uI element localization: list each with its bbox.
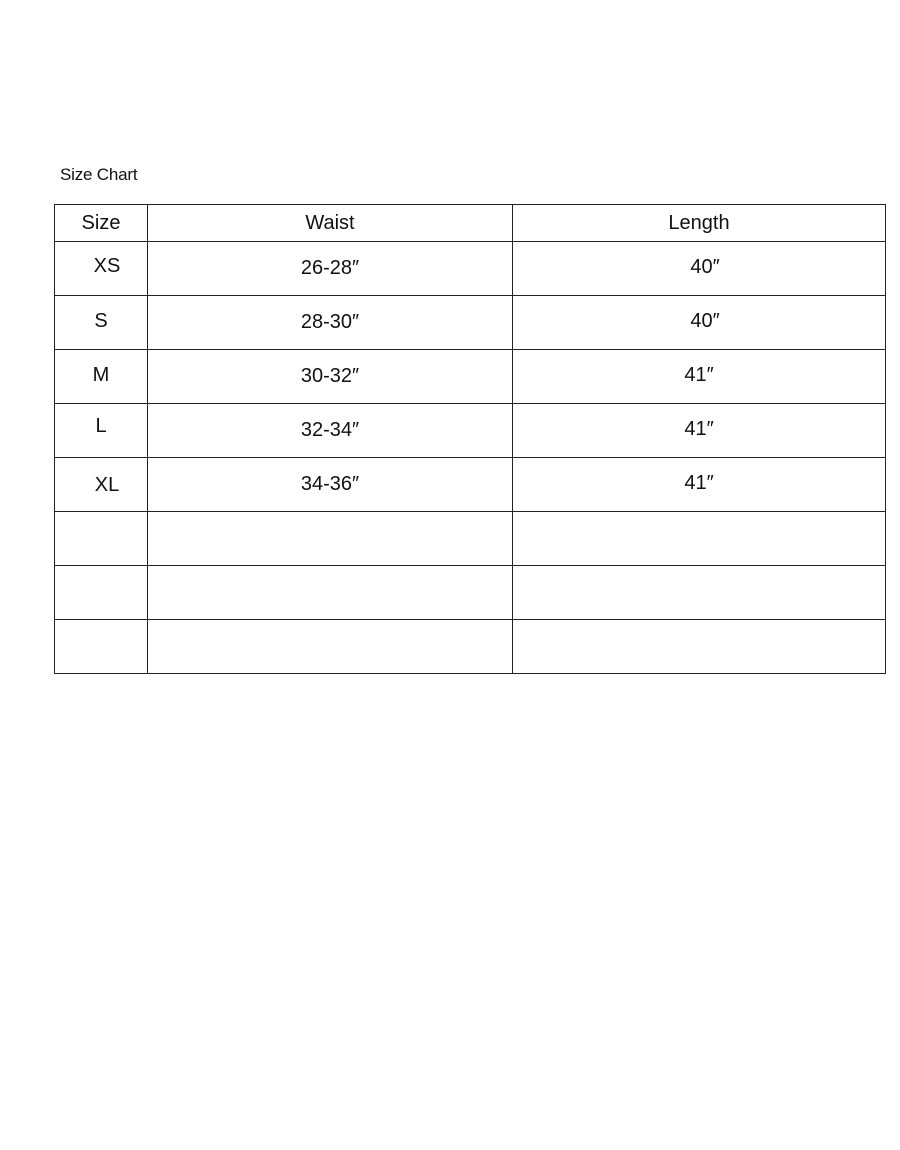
table-row — [55, 296, 886, 350]
size-cell — [55, 404, 148, 458]
size-value: S — [94, 310, 108, 332]
waist-cell: 30-32″ — [148, 350, 513, 404]
size-cell — [55, 350, 148, 404]
size-value: XS — [93, 255, 121, 277]
size-cell — [55, 296, 148, 350]
waist-cell — [148, 620, 513, 674]
length-cell — [513, 458, 886, 512]
size-value: L — [95, 415, 107, 437]
size-cell — [55, 566, 148, 620]
waist-cell — [148, 566, 513, 620]
length-cell — [513, 566, 886, 620]
header-length: Length — [513, 205, 886, 242]
waist-cell: 32-34″ — [148, 404, 513, 458]
table-row-empty — [55, 512, 886, 566]
length-cell — [513, 404, 886, 458]
size-chart-table — [54, 204, 886, 674]
page-title: Size Chart — [60, 165, 138, 184]
length-cell — [513, 350, 886, 404]
table-row-empty — [55, 620, 886, 674]
table-row — [55, 404, 886, 458]
length-value: 41″ — [684, 364, 714, 386]
size-cell — [55, 458, 148, 512]
size-value: XL — [94, 474, 120, 496]
length-value: 41″ — [684, 418, 714, 440]
table-row-empty — [55, 566, 886, 620]
length-value: 40″ — [690, 310, 720, 332]
table-body — [55, 242, 886, 674]
length-value: 40″ — [690, 256, 720, 278]
waist-cell: 26-28″ — [148, 242, 513, 296]
length-cell — [513, 512, 886, 566]
length-cell — [513, 296, 886, 350]
table-header — [55, 205, 886, 242]
header-waist: Waist — [148, 205, 513, 242]
header-row — [55, 205, 886, 242]
length-cell — [513, 620, 886, 674]
waist-cell: 34-36″ — [148, 458, 513, 512]
waist-cell — [148, 512, 513, 566]
waist-cell: 28-30″ — [148, 296, 513, 350]
size-cell — [55, 242, 148, 296]
table-row — [55, 242, 886, 296]
length-value: 41″ — [684, 472, 714, 494]
size-value: M — [92, 364, 110, 386]
length-cell — [513, 242, 886, 296]
size-cell — [55, 620, 148, 674]
header-size: Size — [55, 205, 148, 242]
size-cell — [55, 512, 148, 566]
table-row — [55, 350, 886, 404]
table-row — [55, 458, 886, 512]
